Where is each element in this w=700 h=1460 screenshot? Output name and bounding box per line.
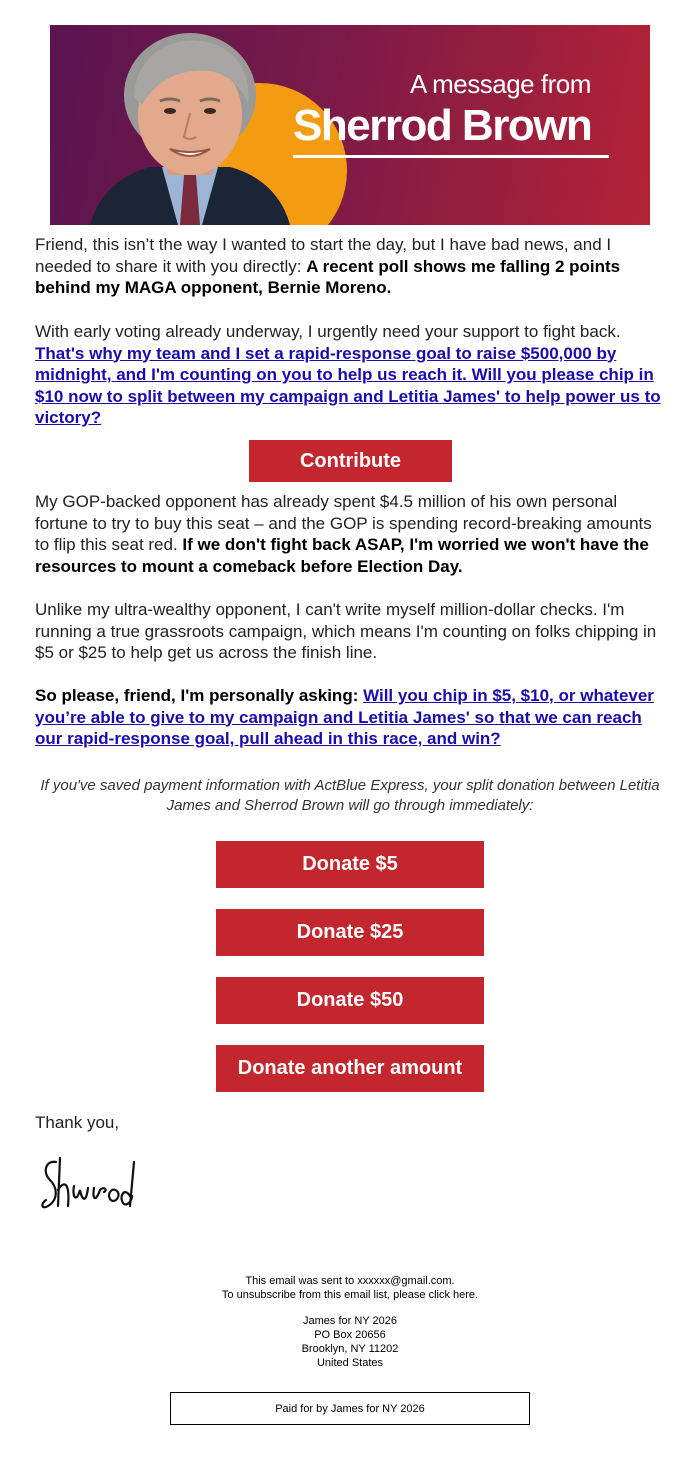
signature (38, 1150, 158, 1220)
footer-unsubscribe (0, 1288, 700, 1302)
paragraph-early-voting (35, 321, 665, 429)
actblue-express-note: If you've saved payment information with ActBlue Express, your split donation between Letitia James and Sherrod Brown will go through immediately: (40, 777, 660, 814)
paragraph-text: With early voting already underway, I urgently need your support to fight back. (35, 322, 621, 341)
closing-thanks: Thank you, (35, 1113, 120, 1132)
paragraph-bold: So please, friend, I'm personally asking: (35, 686, 364, 705)
paragraph-text: Friend, this isn’t the way I wanted to start the day, but I have bad news, and I needed to share it with you directly: (35, 235, 612, 276)
recipient-email: xxxxxx@gmail.com (357, 1275, 452, 1287)
footer-text: This email was sent to (245, 1275, 358, 1287)
contribute-button[interactable]: Contribute (249, 440, 452, 482)
paragraph-text: Unlike my ultra-wealthy opponent, I can't write myself million-dollar checks. I'm running a true grassroots campaign, which means I'm counting on folks chipping in $5 or $25 to help get us across the finish line. (35, 600, 657, 662)
donate-other-amount-button[interactable]: Donate another amount (216, 1045, 484, 1092)
footer-org-name: James for NY 2026 (303, 1315, 397, 1327)
paragraph-grassroots (35, 599, 665, 664)
header-banner (50, 25, 650, 225)
donate-5-button[interactable]: Donate $5 (216, 841, 484, 888)
footer-text: To unsubscribe from this email list, please (221, 1289, 429, 1301)
footer-text: . (475, 1289, 479, 1301)
paragraph-bad-news (35, 234, 665, 299)
paragraph-bold: If we don't fight back ASAP, I'm worried we won't have the resources to mount a comeback before Election Day. (35, 535, 649, 576)
banner-subtitle: A message from (410, 69, 591, 99)
paragraph-opponent-spending (35, 491, 665, 577)
paragraph-ask (35, 685, 665, 750)
footer-city: Brooklyn, NY 11202 (301, 1343, 399, 1355)
banner-underline (293, 155, 609, 158)
footer-po-box: PO Box 20656 (314, 1329, 386, 1341)
donation-link[interactable]: That's why my team and I set a rapid-response goal to raise $500,000 by midnight, and I'm counting on you to help us reach it. Will you please chip in $10 now to split between my campaign and Letitia James' to help power us to victory? (35, 343, 661, 427)
donate-25-button[interactable]: Donate $25 (216, 909, 484, 956)
donate-50-button[interactable]: Donate $50 (216, 977, 484, 1024)
footer-text: . (451, 1275, 455, 1287)
paragraph-text: My GOP-backed opponent has already spent $4.5 million of his own personal fortune to try to buy this seat – and the GOP is spending record-breaking amounts to flip this seat red. (35, 492, 652, 554)
footer-sent-to (0, 1274, 700, 1288)
paid-for-disclaimer: Paid for by James for NY 2026 (170, 1392, 530, 1425)
paragraph-bold: A recent poll shows me falling 2 points behind my MAGA opponent, Bernie Moreno. (35, 256, 621, 297)
donation-link[interactable]: Will you chip in $5, $10, or whatever you’re able to give to my campaign and Letitia James' so that we can reach our rapid-response goal, pull ahead in this race, and win? (35, 686, 654, 748)
unsubscribe-link[interactable]: click here (428, 1289, 476, 1301)
banner-title: Sherrod Brown (293, 101, 592, 150)
footer-country: United States (316, 1357, 384, 1369)
